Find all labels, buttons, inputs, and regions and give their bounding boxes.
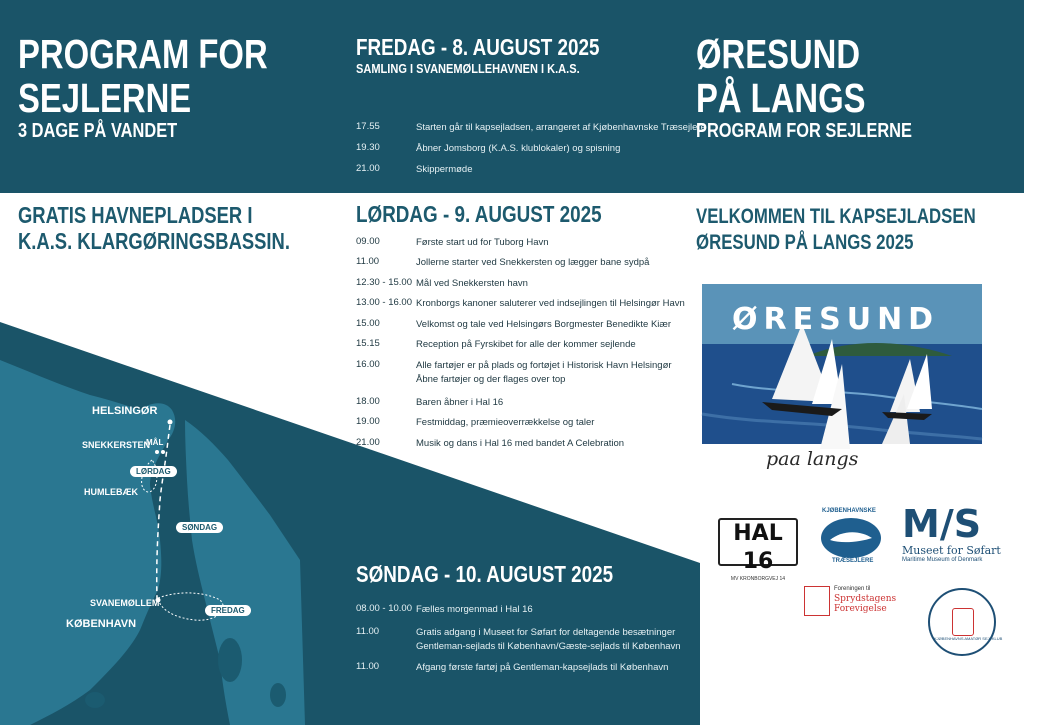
event-time: 15.00 (356, 318, 380, 329)
event-desc: Baren åbner i Hal 16 (416, 397, 504, 408)
event-time: 13.00 - 16.00 (356, 297, 412, 308)
event-desc: Fælles morgenmad i Hal 16 (416, 604, 533, 615)
event-desc-line2: Åbne fartøjer og der flages over top (416, 374, 566, 385)
hal16-logo-title: HAL 16 (733, 521, 783, 574)
map-tag-lordag: LØRDAG (130, 466, 177, 477)
event-desc: Musik og dans i Hal 16 med bandet A Celebration (416, 438, 625, 449)
kas-logo (928, 588, 1003, 656)
right-title-line1: ØRESUND (696, 31, 861, 77)
map-label-svanemollen: SVANEMØLLEM (90, 598, 160, 608)
event-time: 08.00 - 10.00 (356, 603, 412, 614)
harbor-block (18, 202, 358, 254)
ms-logo-name: Museet for Søfart (902, 544, 1001, 557)
event-desc: Mål ved Snekkersten havn (416, 278, 528, 289)
map-label-snekkersten: SNEKKERSTEN (82, 440, 151, 450)
event-desc: Kronborgs kanoner saluterer ved indsejlingen til Helsingør Havn (416, 298, 685, 309)
event-desc: Alle fartøjer er på plads og fortøjet i Historisk Havn Helsingør (416, 360, 672, 371)
hal16-logo-sub: MV KRONBORGVEJ 14 (730, 576, 786, 582)
event-desc: Jollerne starter ved Snekkersten og lægger bane sydpå (416, 257, 650, 268)
kas-emblem (952, 608, 974, 636)
event-time: 19.00 (356, 416, 380, 427)
event-desc: Første start ud for Tuborg Havn (416, 237, 549, 248)
saturday-heading: LØRDAG - 9. AUGUST 2025 (356, 201, 602, 227)
map-tag-sondag: SØNDAG (176, 522, 223, 533)
event-time: 17.55 (356, 121, 380, 132)
event-time: 21.00 (356, 437, 380, 448)
map-label-mal: MÅL (146, 438, 164, 447)
welcome-line1: VELKOMMEN TIL KAPSEJLADSEN (696, 205, 976, 228)
sunday-header (356, 561, 670, 587)
event-desc: Reception på Fyrskibet for alle der kommer sejlende (416, 339, 636, 350)
event-time: 09.00 (356, 236, 380, 247)
oresund-painting (702, 284, 982, 480)
welcome-line2: ØRESUND PÅ LANGS 2025 (696, 231, 914, 254)
event-desc: Gratis adgang i Museet for Søfart for deltagende besætninger (416, 627, 676, 638)
left-title-line2: SEJLERNE (18, 75, 192, 121)
event-desc: Velkomst og tale ved Helsingørs Borgmester Benedikte Kiær (416, 319, 672, 330)
event-time: 19.30 (356, 142, 380, 153)
spryd-emblem (804, 586, 830, 616)
spryd-top-text: Foreningen til (834, 586, 871, 592)
painting-caption: paa langs (766, 448, 859, 470)
event-time: 16.00 (356, 359, 380, 370)
map-tag-fredag: FREDAG (205, 605, 251, 616)
event-time: 11.00 (356, 661, 380, 672)
event-desc: Festmiddag, præmieoverrækkelse og taler (416, 417, 595, 428)
event-desc: Starten går til kapsejladsen, arrangeret af Kjøbenhavnske Træsejlere (416, 122, 706, 133)
event-time: 11.00 (356, 626, 380, 637)
map-label-helsingor: HELSINGØR (92, 405, 158, 417)
harbor-line1: GRATIS HAVNEPLADSER I (18, 202, 253, 228)
kas-ring-text: KJØBENHAVNS AMATØR SEJLKLUB (934, 636, 1003, 641)
left-subtitle: 3 DAGE PÅ VANDET (18, 120, 178, 142)
hal16-logo (718, 518, 798, 582)
painting-title: ØRESUND (732, 302, 940, 337)
right-title-block (696, 32, 959, 142)
event-time: 18.00 (356, 396, 380, 407)
right-title-line2: PÅ LANGS (696, 75, 866, 121)
sunday-heading: SØNDAG - 10. AUGUST 2025 (356, 561, 614, 587)
event-desc-line2: Gentleman-sejlads til København/Gæste-sejlads til København (416, 641, 681, 652)
event-time: 12.30 - 15.00 (356, 277, 412, 288)
left-title-block (18, 32, 330, 142)
event-time: 21.00 (356, 163, 380, 174)
event-desc: Skippermøde (416, 164, 473, 175)
ms-logo-sub: Maritime Museum of Denmark (902, 557, 983, 563)
friday-subheading: SAMLING I SVANEMØLLEHAVNEN I K.A.S. (356, 61, 580, 76)
left-title-line1: PROGRAM FOR (18, 31, 268, 77)
kjbh-top-text: KJØBENHAVNSKE (822, 508, 876, 514)
event-time: 11.00 (356, 256, 380, 267)
spryd-main1: Sprydstagens (834, 594, 897, 604)
spryd-main2: Forevigelse (834, 604, 887, 614)
event-desc: Afgang første fartøj på Gentleman-kapsejlads til København (416, 662, 669, 673)
welcome-block (696, 204, 1046, 256)
museet-for-sofart-logo (902, 504, 1012, 574)
friday-heading: FREDAG - 8. AUGUST 2025 (356, 34, 600, 60)
map-label-kobenhavn: KØBENHAVN (66, 618, 137, 630)
event-desc: Åbner Jomsborg (K.A.S. klublokaler) og spisning (416, 143, 621, 154)
right-subtitle: PROGRAM FOR SEJLERNE (696, 120, 912, 142)
event-time: 15.15 (356, 338, 380, 349)
kjobenhavnske-traesejlere-logo (812, 508, 890, 568)
map-label-humlebaek: HUMLEBÆK (84, 487, 138, 497)
kjbh-bottom-text: TRÆSEJLERE (832, 558, 874, 564)
saturday-header (356, 201, 655, 227)
harbor-line2: K.A.S. KLARGØRINGSBASSIN. (18, 228, 290, 254)
friday-header (356, 34, 653, 78)
sprydstagens-forevigelse-logo (804, 584, 904, 618)
ms-logo-mark: M/S (902, 502, 982, 546)
